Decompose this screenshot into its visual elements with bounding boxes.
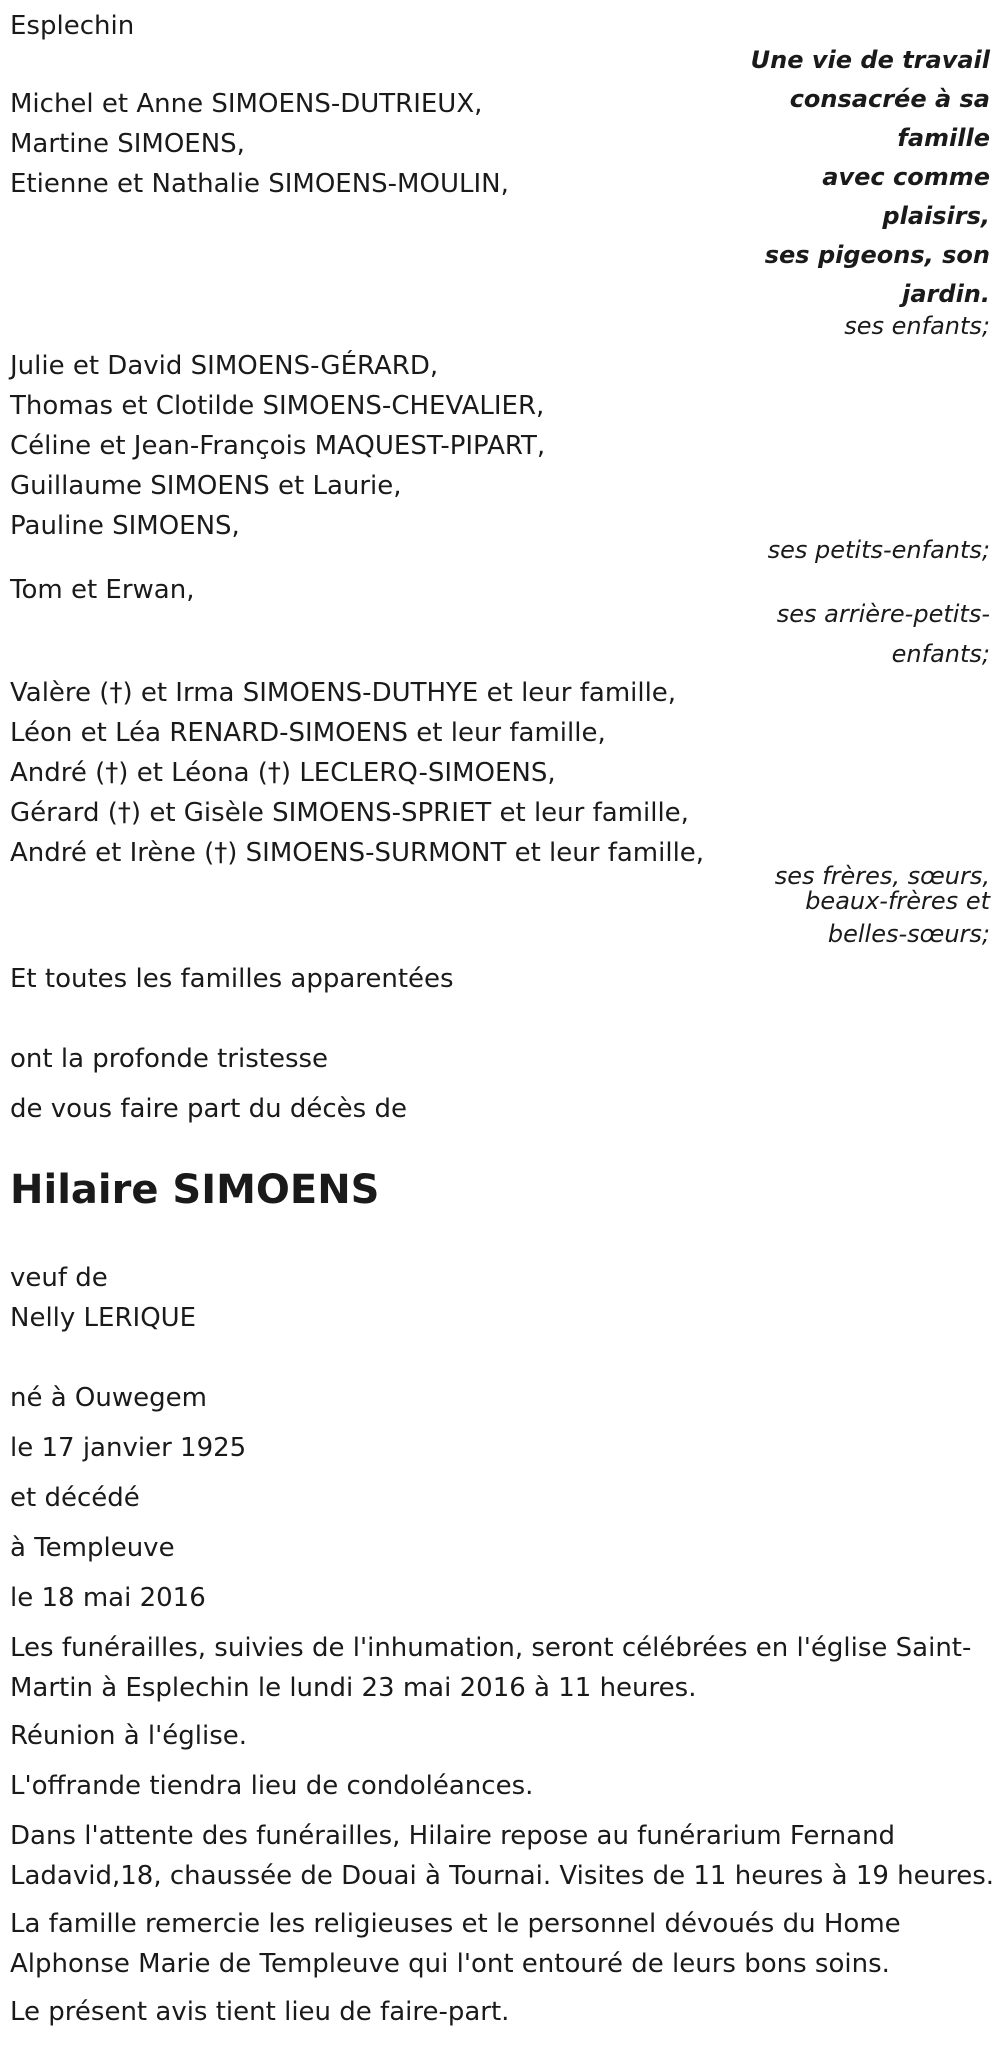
sibling-entry: André et Irène (†) SIMOENS-SURMONT et leur famille, [10,838,705,868]
related-families: Et toutes les familles apparentées [10,964,454,994]
funeral-paragraph: Les funérailles, suivies de l'inhumation, seront célébrées en l'église Saint-Martin à Esplechin le lundi 23 mai 2016 à 11 heures. [10,1633,972,1703]
birth-place: né à Ouwegem [10,1383,207,1413]
grandchild-entry: Thomas et Clotilde SIMOENS-CHEVALIER, [10,391,545,421]
child-entry: Etienne et Nathalie SIMOENS-MOULIN, [10,169,509,199]
meeting-paragraph: Réunion à l'église. [10,1721,248,1751]
child-entry: Michel et Anne SIMOENS-DUTRIEUX, [10,89,483,119]
death-line: et décédé [10,1483,140,1513]
death-place: à Templeuve [10,1533,175,1563]
quote-line: avec comme [822,163,990,191]
deceased-name: Hilaire SIMOENS [10,1167,380,1213]
grandchildren-label: ses petits-enfants; [767,536,990,564]
quote-line: plaisirs, [882,202,990,230]
place: Esplechin [10,11,135,41]
great-grandchild-entry: Tom et Erwan, [10,575,195,605]
widower-line: veuf de [10,1263,108,1293]
quote-line: Une vie de travail [750,46,990,74]
announcement-line: de vous faire part du décès de [10,1094,407,1124]
sibling-entry: Gérard (†) et Gisèle SIMOENS-SPRIET et leur famille, [10,798,689,828]
birth-date: le 17 janvier 1925 [10,1433,247,1463]
announcement-line: ont la profonde tristesse [10,1044,329,1074]
spouse-name: Nelly LERIQUE [10,1303,197,1333]
sibling-entry: André (†) et Léona (†) LECLERQ-SIMOENS, [10,758,556,788]
offering-paragraph: L'offrande tiendra lieu de condoléances. [10,1771,534,1801]
quote-line: famille [897,124,990,152]
sibling-entry: Léon et Léa RENARD-SIMOENS et leur famille, [10,718,606,748]
quote-line: consacrée à sa [789,85,990,113]
great-grandchildren-label: ses arrière-petits- enfants; [776,600,990,668]
quote-line: ses pigeons, son [764,241,990,269]
quote-line: jardin. [902,280,990,308]
child-entry: Martine SIMOENS, [10,129,245,159]
thanks-paragraph: La famille remercie les religieuses et le personnel dévoués du Home Alphonse Marie de Templeuve qui l'ont entouré de leurs bons soins. [10,1909,901,1979]
grandchild-entry: Céline et Jean-François MAQUEST-PIPART, [10,431,546,461]
death-date: le 18 mai 2016 [10,1583,206,1613]
epitaph-quote [730,41,990,314]
grandchild-entry: Guillaume SIMOENS et Laurie, [10,471,402,501]
notice-paragraph: Le présent avis tient lieu de faire-part. [10,1997,510,2027]
children-label: ses enfants; [844,312,990,340]
visitation-paragraph: Dans l'attente des funérailles, Hilaire repose au funérarium Fernand Ladavid,18, chaussée de Douai à Tournai. Visites de 11 heures à 19 heures. [10,1821,995,1891]
grandchild-entry: Julie et David SIMOENS-GÉRARD, [10,351,439,381]
grandchild-entry: Pauline SIMOENS, [10,511,240,541]
siblings-label: ses frères, sœurs, beaux-frères et belles-sœurs; [774,862,990,948]
sibling-entry: Valère (†) et Irma SIMOENS-DUTHYE et leur famille, [10,678,677,708]
